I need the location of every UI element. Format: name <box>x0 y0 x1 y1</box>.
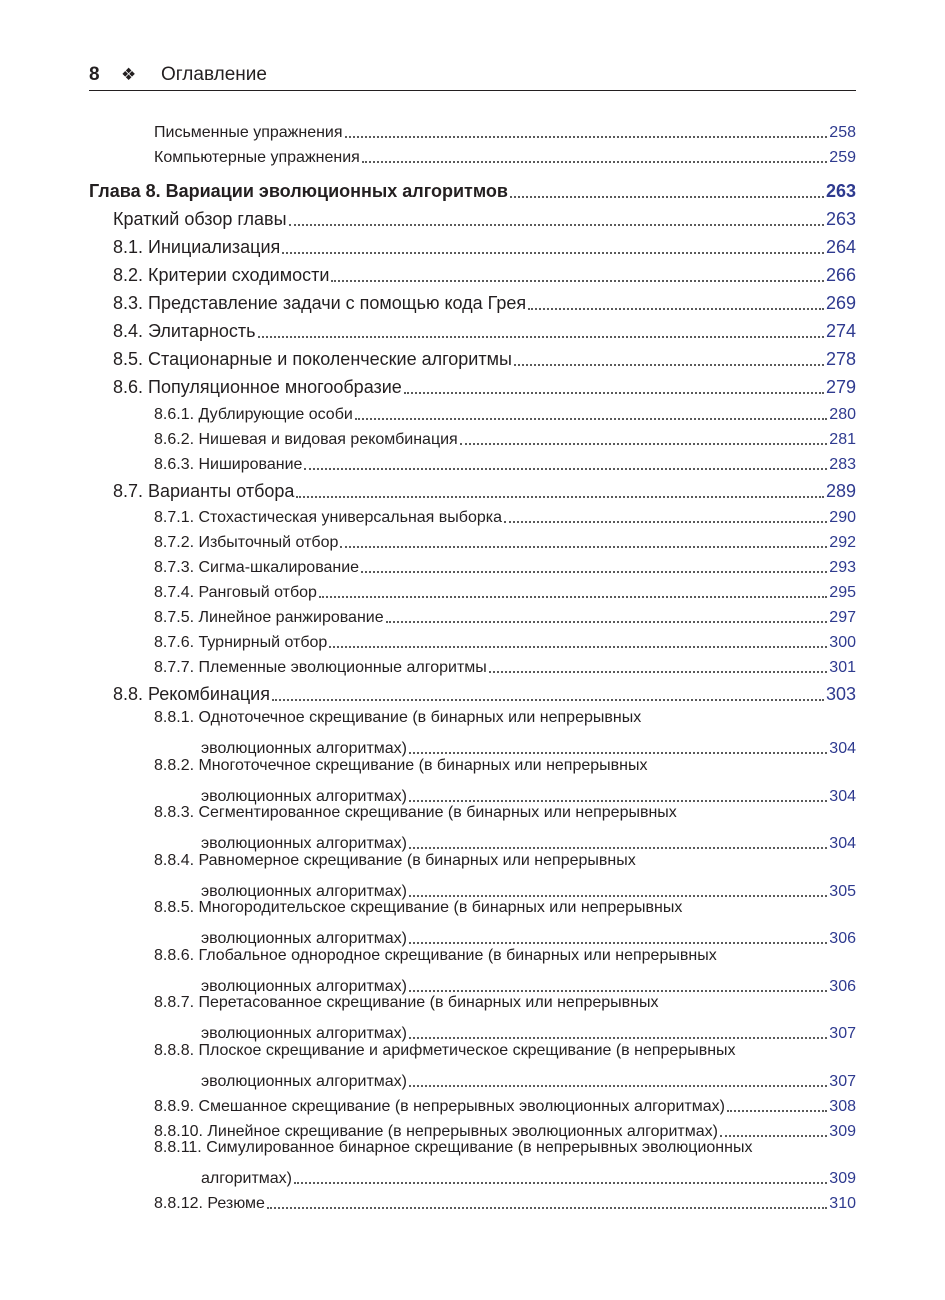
toc-entry-label: Письменные упражнения <box>154 124 343 141</box>
toc-entry-label: 8.7.1. Стохастическая универсальная выборка <box>154 509 502 526</box>
toc-entry-8-6[interactable] <box>113 372 856 398</box>
dot-leader <box>720 1117 827 1137</box>
toc-entry-page: 297 <box>829 609 856 626</box>
dot-leader <box>361 553 827 573</box>
toc-entry-label: 8.6.3. Ниширование <box>154 456 303 473</box>
toc-entry-8-8-7[interactable] <box>201 1017 856 1043</box>
toc-entry-page: 278 <box>825 349 856 369</box>
toc-entry-label: эволюционных алгоритмах) <box>201 883 407 900</box>
dot-leader <box>409 877 827 897</box>
toc-entry-8-8-6[interactable] <box>201 970 856 996</box>
toc-entry-page: 293 <box>829 559 856 576</box>
toc-entry-8-8[interactable] <box>113 679 856 705</box>
page-number: 8 <box>89 64 100 85</box>
toc-entry-8-8-9[interactable] <box>154 1090 856 1116</box>
toc-entry-8-6-1[interactable] <box>154 398 856 424</box>
toc-entry-8-8-5-line1[interactable]: 8.8.5. Многородительское скрещивание (в бинарных или непрерывных <box>154 899 683 916</box>
dot-leader <box>409 1067 827 1087</box>
toc-entry-page: 258 <box>829 124 856 141</box>
toc-entry-8-7-3[interactable] <box>154 551 856 577</box>
toc-entry-page: 309 <box>829 1170 856 1187</box>
dot-leader <box>510 176 824 198</box>
toc-entry-label: Глава 8. Вариации эволюционных алгоритмов <box>89 181 508 201</box>
toc-entry-label: 8.3. Представление задачи с помощью кода Грея <box>113 293 527 313</box>
toc-entry-label: Компьютерные упражнения <box>154 149 360 166</box>
toc-entry-page: 304 <box>829 740 856 757</box>
toc-entry-page: 289 <box>825 481 856 501</box>
toc-entry-page: 305 <box>829 883 856 900</box>
toc-entry-8-7-1[interactable] <box>154 501 856 527</box>
toc-entry-page: 300 <box>829 634 856 651</box>
toc-entry-page: 281 <box>829 431 856 448</box>
dot-leader <box>489 653 828 673</box>
dot-leader <box>409 1019 827 1039</box>
dot-leader <box>355 400 827 420</box>
toc-entry-page: 263 <box>825 209 856 229</box>
ornament-icon: ❖ <box>121 65 137 84</box>
toc-entry-label: 8.7.6. Турнирный отбор <box>154 634 328 651</box>
toc-entry-page: 259 <box>829 149 856 166</box>
toc-entry-page: 301 <box>829 659 856 676</box>
toc-entry-8-6-2[interactable] <box>154 423 856 449</box>
toc-entry-page: 307 <box>829 1025 856 1042</box>
toc-entry-8-8-12[interactable] <box>154 1187 856 1213</box>
toc-entry-page: 264 <box>825 237 856 257</box>
toc-entry-page: 310 <box>829 1195 856 1212</box>
toc-entry-page: 290 <box>829 509 856 526</box>
toc-entry-8-8-11-line1[interactable]: 8.8.11. Симулированное бинарное скрещивание (в непрерывных эволюционных <box>154 1139 753 1156</box>
toc-entry-8-8-1-line1[interactable]: 8.8.1. Одноточечное скрещивание (в бинарных или непрерывных <box>154 709 642 726</box>
toc-entry-label: эволюционных алгоритмах) <box>201 978 407 995</box>
toc-entry-label: 8.7.7. Племенные эволюционные алгоритмы <box>154 659 487 676</box>
toc-entry-label: 8.8.9. Смешанное скрещивание (в непрерывных эволюционных алгоритмах) <box>154 1098 725 1115</box>
toc-entry-written-exercises[interactable] <box>154 116 856 142</box>
toc-entry-label: 8.7.2. Избыточный отбор <box>154 534 339 551</box>
toc-entry-page: 263 <box>825 181 856 201</box>
dot-leader <box>329 628 827 648</box>
toc-entry-label: 8.4. Элитарность <box>113 321 256 341</box>
toc-entry-page: 308 <box>829 1098 856 1115</box>
toc-entry-label: 8.2. Критерии сходимости <box>113 265 330 285</box>
toc-entry-8-7[interactable] <box>113 476 856 502</box>
header-title: Оглавление <box>161 64 267 85</box>
dot-leader <box>258 316 824 338</box>
toc-entry-8-8-4-line1[interactable]: 8.8.4. Равномерное скрещивание (в бинарных или непрерывных <box>154 852 636 869</box>
dot-leader <box>289 204 824 226</box>
toc-entry-8-8-3[interactable] <box>201 827 856 853</box>
toc-entry-label: эволюционных алгоритмах) <box>201 835 407 852</box>
toc-entry-page: 266 <box>825 265 856 285</box>
toc-entry-label: 8.5. Стационарные и поколенческие алгоритмы <box>113 349 512 369</box>
toc-entry-8-8-4[interactable] <box>201 875 856 901</box>
dot-leader <box>409 782 827 802</box>
toc-entry-overview[interactable] <box>113 204 856 230</box>
dot-leader <box>267 1189 827 1209</box>
toc-entry-8-7-2[interactable] <box>154 526 856 552</box>
toc-entry-label: 8.7.3. Сигма-шкалирование <box>154 559 360 576</box>
dot-leader <box>504 503 827 523</box>
toc-entry-8-8-5[interactable] <box>201 922 856 948</box>
toc-entry-8-8-10[interactable] <box>154 1115 856 1141</box>
dot-leader <box>294 1164 827 1184</box>
toc-entry-page: 280 <box>829 406 856 423</box>
dot-leader <box>282 232 824 254</box>
toc-entry-page: 303 <box>825 684 856 704</box>
toc-entry-page: 304 <box>829 788 856 805</box>
toc-entry-8-8-2-line1[interactable]: 8.8.2. Многоточечное скрещивание (в бинарных или непрерывных <box>154 757 648 774</box>
toc-entry-8-7-4[interactable] <box>154 576 856 602</box>
toc-entry-8-6-3[interactable] <box>154 448 856 474</box>
dot-leader <box>409 924 827 944</box>
toc-entry-page: 304 <box>829 835 856 852</box>
toc-entry-label: 8.8.12. Резюме <box>154 1195 265 1212</box>
dot-leader <box>362 143 827 163</box>
toc-entry-8-8-11[interactable] <box>201 1162 856 1188</box>
toc-entry-8-1[interactable] <box>113 232 856 258</box>
dot-leader <box>460 425 828 445</box>
dot-leader <box>345 118 828 138</box>
toc-entry-label: алгоритмах) <box>201 1170 293 1187</box>
dot-leader <box>386 603 828 623</box>
toc-entry-label: 8.1. Инициализация <box>113 237 281 257</box>
toc-entry-8-8-6-line1[interactable]: 8.8.6. Глобальное однородное скрещивание (в бинарных или непрерывных <box>154 947 717 964</box>
toc-entry-label: эволюционных алгоритмах) <box>201 740 407 757</box>
toc-entry-label: 8.6.2. Нишевая и видовая рекомбинация <box>154 431 458 448</box>
dot-leader <box>514 344 824 366</box>
toc-entry-page: 279 <box>825 377 856 397</box>
toc-entry-page: 274 <box>825 321 856 341</box>
toc-entry-page: 306 <box>829 978 856 995</box>
dot-leader <box>340 528 827 548</box>
dot-leader <box>409 734 827 754</box>
dot-leader <box>319 578 827 598</box>
toc-entry-8-8-2[interactable] <box>201 780 856 806</box>
toc-entry-page: 283 <box>829 456 856 473</box>
toc-entry-8-7-6[interactable] <box>154 626 856 652</box>
toc-entry-chapter-8[interactable] <box>89 176 856 202</box>
toc-entry-label: 8.8.10. Линейное скрещивание (в непрерывных эволюционных алгоритмах) <box>154 1123 718 1140</box>
toc-entry-8-8-8[interactable] <box>201 1065 856 1091</box>
dot-leader <box>304 450 827 470</box>
toc-entry-label: эволюционных алгоритмах) <box>201 1073 407 1090</box>
toc-entry-label: 8.7.5. Линейное ранжирование <box>154 609 384 626</box>
dot-leader <box>409 829 827 849</box>
toc-entry-page: 292 <box>829 534 856 551</box>
toc-entry-label: 8.7.4. Ранговый отбор <box>154 584 317 601</box>
toc-entry-8-2[interactable] <box>113 260 856 286</box>
toc-entry-8-7-5[interactable] <box>154 601 856 627</box>
dot-leader <box>272 679 824 701</box>
toc-entry-label: эволюционных алгоритмах) <box>201 930 407 947</box>
toc-entry-page: 269 <box>825 293 856 313</box>
toc-entry-8-8-7-line1[interactable]: 8.8.7. Перетасованное скрещивание (в бинарных или непрерывных <box>154 994 659 1011</box>
toc-entry-8-8-1[interactable] <box>201 732 856 758</box>
toc-entry-computer-exercises[interactable] <box>154 141 856 167</box>
toc-entry-8-8-3-line1[interactable]: 8.8.3. Сегментированное скрещивание (в бинарных или непрерывных <box>154 804 677 821</box>
toc-entry-label: 8.7. Варианты отбора <box>113 481 295 501</box>
dot-leader <box>331 260 824 282</box>
toc-entry-label: 8.6.1. Дублирующие особи <box>154 406 353 423</box>
toc-entry-label: эволюционных алгоритмах) <box>201 1025 407 1042</box>
toc-entry-page: 309 <box>829 1123 856 1140</box>
dot-leader <box>296 476 824 498</box>
toc-entry-label: эволюционных алгоритмах) <box>201 788 407 805</box>
dot-leader <box>404 372 824 394</box>
dot-leader <box>727 1092 827 1112</box>
toc-entry-label: 8.6. Популяционное многообразие <box>113 377 402 397</box>
dot-leader <box>409 972 827 992</box>
toc-entry-8-8-8-line1[interactable]: 8.8.8. Плоское скрещивание и арифметическое скрещивание (в непрерывных <box>154 1042 736 1059</box>
toc-entry-page: 295 <box>829 584 856 601</box>
toc-entry-8-3[interactable] <box>113 288 856 314</box>
toc-entry-label: 8.8. Рекомбинация <box>113 684 270 704</box>
toc-entry-page: 306 <box>829 930 856 947</box>
toc-entry-8-7-7[interactable] <box>154 651 856 677</box>
toc-entry-label: Краткий обзор главы <box>113 209 287 229</box>
dot-leader <box>528 288 824 310</box>
toc-entry-8-5[interactable] <box>113 344 856 370</box>
toc-entry-8-4[interactable] <box>113 316 856 342</box>
toc-entry-page: 307 <box>829 1073 856 1090</box>
